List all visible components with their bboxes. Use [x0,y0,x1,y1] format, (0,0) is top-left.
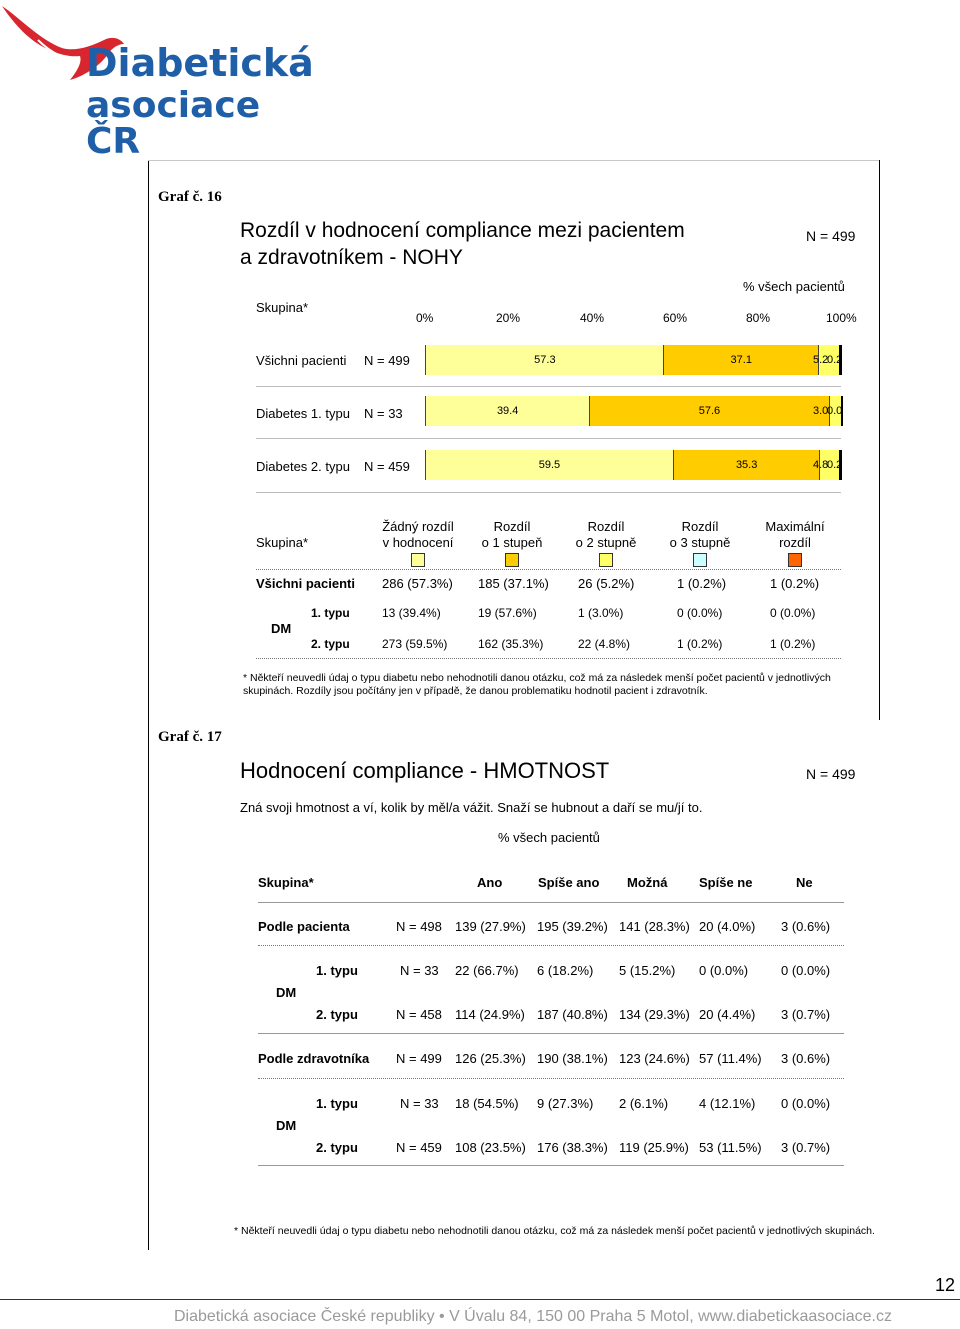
bar-value-label-1-4: 0.2 [827,354,843,366]
table17-doctor-t2-cell-3: 119 (25.9%) [619,1140,689,1155]
bar-row-n-t2: N = 459 [364,459,410,474]
bar-value-label-2-4: 0.0 [827,405,843,417]
bar-value-label-2-3: 3.0 [813,405,829,417]
table17-doctor-label: Podle zdravotníka [258,1051,370,1066]
table17-doctor-t1-cell-3: 2 (6.1%) [619,1096,669,1111]
bar-value-label-2-2: 57.6 [698,405,721,417]
frame-left-border [148,160,149,1250]
bar-row-n-t1: N = 33 [364,406,403,421]
table17-patient-cell-2: 195 (39.2%) [537,919,608,934]
bar-separator-1 [256,386,841,387]
legend16-col-3-line1: Rozdíl [587,519,625,534]
table16-t2-cell-4: 1 (0.2%) [677,637,723,651]
table17-patient-t2-cell-1: 114 (24.9%) [455,1007,525,1022]
table17-doctor-divider [258,1078,844,1079]
table16-t1-cell-5: 0 (0.0%) [770,606,816,620]
table17-doctor-t1-n: N = 33 [400,1096,439,1111]
table16-all-cell-3: 26 (5.2%) [578,576,635,591]
table17-patient-t1-label: 1. typu [316,963,358,978]
table17-doctor-t1-cell-1: 18 (54.5%) [455,1096,519,1111]
legend16-col-2-line2: o 1 stupeň [481,535,543,550]
axis-tick-0: 0% [416,311,434,325]
graph16-group-header: Skupina* [256,300,309,315]
axis-tick-40: 40% [580,311,605,325]
table17-group-header: Skupina* [258,875,314,890]
bar-separator-3 [256,492,841,493]
table17-patient-divider [258,945,844,946]
bar-value-label-1-2: 37.1 [730,354,752,366]
graph17-pct-caption: % všech pacientů [498,830,600,845]
bar-value-label-1-3: 5.2 [813,354,829,366]
table17-doctor-t2-label: 2. typu [316,1140,358,1155]
legend16-swatch-3 [599,553,613,567]
table17-patient-t1-cell-5: 0 (0.0%) [781,963,831,978]
table16-t1-label: 1. typu [311,606,350,620]
graph17-footnote: * Někteří neuvedli údaj o typu diabetu nebo nehodnotili danou otázku, což má za následek menší počet pacientů v jednotlivých skupinách. [234,1225,875,1237]
table17-patient-t1-cell-1: 22 (66.7%) [455,963,519,978]
table17-patient-t2-n: N = 458 [396,1007,442,1022]
table17-patient-dm: DM [276,985,297,1000]
table17-patient-t2-cell-5: 3 (0.7%) [781,1007,831,1022]
table17-doctor-cell-5: 3 (0.6%) [781,1051,831,1066]
table17-doctor-t2-cell-4: 53 (11.5%) [699,1140,762,1155]
table16-t2-label: 2. typu [311,637,350,651]
table16-t2-cell-1: 273 (59.5%) [382,637,448,651]
table17-col-spise-ano: Spíše ano [538,875,600,890]
bar-row-n-all: N = 499 [364,353,410,368]
bar-separator-2 [256,438,841,439]
bar-value-label-3-3: 4.8 [813,459,829,471]
table16-t1-cell-4: 0 (0.0%) [677,606,723,620]
table16-all-cell-5: 1 (0.2%) [770,576,820,591]
table17-patient-t2-cell-2: 187 (40.8%) [537,1007,608,1022]
table16-all-label: Všichni pacienti [256,576,355,591]
legend16-swatch-2 [505,553,519,567]
table17-col-ne: Ne [796,875,813,890]
graph16-title-line1: Rozdíl v hodnocení compliance mezi pacientem [240,219,685,242]
axis-tick-20: 20% [496,311,521,325]
table17-doctor-cell-3: 123 (24.6%) [619,1051,690,1066]
bar-row-label-t1: Diabetes 1. typu [256,406,350,421]
table17-doctor-t1-cell-5: 0 (0.0%) [781,1096,831,1111]
logo-line1: Diabetická [86,41,314,85]
bar-value-label-2-1: 39.4 [496,405,519,417]
table16-all-cell-2: 185 (37.1%) [478,576,549,591]
table16-t2-cell-2: 162 (35.3%) [478,637,544,651]
legend16-col-5-line1: Maximální [765,519,825,534]
legend16-swatch-1 [411,553,425,567]
bar-value-label-3-4: 0.2 [827,459,843,471]
graph17-n: N = 499 [806,766,856,782]
table16-t2-cell-3: 22 (4.8%) [578,637,631,651]
logo-line2: asociace ČR [86,85,261,162]
table16-group-header: Skupina* [256,535,309,550]
legend16-col-4-line1: Rozdíl [681,519,719,534]
table17-doctor-t2-cell-2: 176 (38.3%) [537,1140,608,1155]
table17-col-mozna: Možná [627,875,668,890]
table17-patient-t1-cell-2: 6 (18.2%) [537,963,594,978]
graph16-footnote-2: skupinách. Rozdíly jsou počítány jen v případě, že danou problematiku hodnotil pacient i zdravotník. [243,685,708,697]
axis-tick-80: 80% [746,311,771,325]
table16-t1-cell-2: 19 (57.6%) [478,606,537,620]
axis-tick-60: 60% [663,311,688,325]
table17-patient-cell-5: 3 (0.6%) [781,919,831,934]
table17-patient-cell-1: 139 (27.9%) [455,919,526,934]
table17-doctor-t1-cell-2: 9 (27.3%) [537,1096,594,1111]
logo [0,0,314,162]
table17-patient-t2-cell-4: 20 (4.4%) [699,1007,756,1022]
legend16-col-1-line1: Žádný rozdíl [382,519,454,534]
table17-patient-cell-3: 141 (28.3%) [619,919,690,934]
table17-doctor-t1-cell-4: 4 (12.1%) [699,1096,756,1111]
table17-header-rule [258,902,844,903]
graph16-title-line2: a zdravotníkem - NOHY [240,246,463,269]
table17-patient-cell-4: 20 (4.0%) [699,919,756,934]
table17-patient-t2-cell-3: 134 (29.3%) [619,1007,690,1022]
page-number: 12 [935,1275,956,1295]
table17-doctor-cell-2: 190 (38.1%) [537,1051,608,1066]
table17-patient-t2-label: 2. typu [316,1007,358,1022]
graph17-label: Graf č. 17 [158,729,222,745]
table17-patient-label: Podle pacienta [258,919,350,934]
legend16-swatch-4 [693,553,707,567]
legend16-col-2-line1: Rozdíl [493,519,531,534]
bar-value-label-3-1: 59.5 [538,459,561,471]
frame-right-border [879,160,880,720]
stacked-bar-chart [425,330,841,490]
bar-value-label-3-2: 35.3 [735,459,758,471]
table17-patient-t1-n: N = 33 [400,963,439,978]
graph17-subtitle: Zná svoji hmotnost a ví, kolik by měl/a vážit. Snaží se hubnout a daří se mu/jí to. [240,800,703,815]
graph16-pct-caption: % všech pacientů [743,279,845,294]
legend16-swatch-5 [788,553,802,567]
table17-patient-n: N = 498 [396,919,442,934]
table16-all-cell-4: 1 (0.2%) [677,576,727,591]
table16-t1-cell-1: 13 (39.4%) [382,606,441,620]
legend16-col-5-line2: rozdíl [779,535,811,550]
table16-t2-cell-5: 1 (0.2%) [770,637,816,651]
footer-address: Diabetická asociace České republiky • V Úvalu 84, 150 00 Praha 5 Motol, www.diabetickaasociace.cz [174,1308,892,1325]
legend16-col-1-line2: v hodnocení [382,535,454,550]
table17-doctor-dm: DM [276,1118,297,1133]
bar-value-label-1-1: 57.3 [534,354,556,366]
table16-bottom-divider [256,658,841,659]
table16-dm-label: DM [271,621,292,636]
bar-row-label-t2: Diabetes 2. typu [256,459,350,474]
graph16-n: N = 499 [806,228,856,244]
table17-patient-t1-cell-3: 5 (15.2%) [619,963,676,978]
table16-all-cell-1: 286 (57.3%) [382,576,453,591]
table17-doctor-t2-cell-5: 3 (0.7%) [781,1140,831,1155]
table17-doctor-cell-4: 57 (11.4%) [699,1051,762,1066]
table17-patient-t1-cell-4: 0 (0.0%) [699,963,749,978]
legend16-col-4-line2: o 3 stupně [669,535,731,550]
table17-doctor-cell-1: 126 (25.3%) [455,1051,526,1066]
graph16-label: Graf č. 16 [158,189,222,205]
footer-rule [0,1299,960,1300]
legend16-col-3-line2: o 2 stupně [575,535,637,550]
table17-bottom-rule [258,1165,844,1166]
graph16-footnote-1: * Někteří neuvedli údaj o typu diabetu nebo nehodnotili danou otázku, což má za následek menší počet pacientů v jednotlivých [243,672,831,684]
table17-col-spise-ne: Spíše ne [699,875,753,890]
table17-doctor-n: N = 499 [396,1051,442,1066]
table17-doctor-t1-label: 1. typu [316,1096,358,1111]
frame-top-border [148,160,880,161]
table17-col-ano: Ano [477,875,503,890]
graph17-title: Hodnocení compliance - HMOTNOST [240,758,610,783]
table16-divider [256,569,841,570]
bar-row-label-all: Všichni pacienti [256,353,347,368]
table17-mid-rule [258,1033,844,1034]
table16-t1-cell-3: 1 (3.0%) [578,606,624,620]
table17-doctor-t2-cell-1: 108 (23.5%) [455,1140,526,1155]
axis-tick-100: 100% [826,311,857,325]
table17-doctor-t2-n: N = 459 [396,1140,442,1155]
